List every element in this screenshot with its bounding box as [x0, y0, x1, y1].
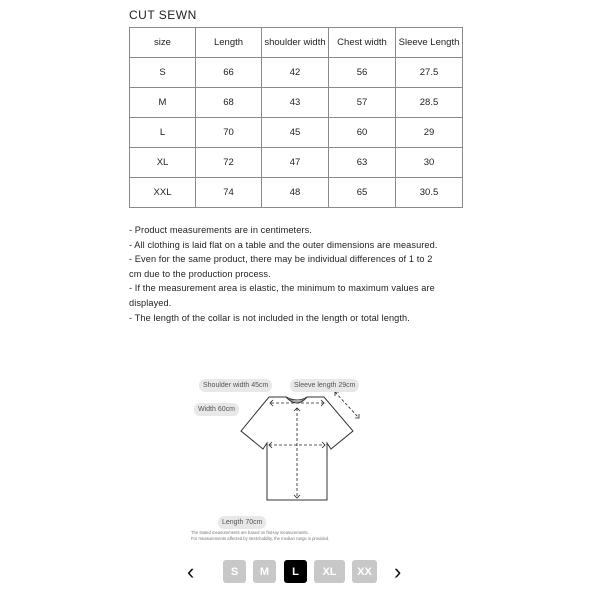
- cell-shoulder-width: 43: [262, 88, 329, 118]
- cell-sleeve-length: 29: [396, 118, 463, 148]
- cell-length: 72: [196, 148, 262, 178]
- note-line: cm due to the production process.: [129, 268, 271, 279]
- size-selector: [0, 558, 600, 590]
- width-label: Width 60cm: [194, 403, 239, 416]
- table-row: [130, 58, 463, 88]
- cell-chest-width: 60: [329, 118, 396, 148]
- table-row: [130, 88, 463, 118]
- note-line: - The length of the collar is not included in the length or total length.: [129, 312, 410, 323]
- page-title: CUT SEWN: [129, 8, 197, 22]
- cell-length: 70: [196, 118, 262, 148]
- note-line: - If the measurement area is elastic, the minimum to maximum values are: [129, 283, 435, 294]
- header-sleeve-length: Sleeve Length: [396, 28, 463, 58]
- size-table: [129, 27, 463, 208]
- cell-sleeve-length: 30.5: [396, 178, 463, 208]
- cell-shoulder-width: 47: [262, 148, 329, 178]
- chevron-right-icon[interactable]: ›: [394, 559, 402, 584]
- size-option-xxl[interactable]: XX: [352, 560, 377, 583]
- table-header-row: [130, 28, 463, 58]
- cell-size: S: [130, 58, 196, 88]
- tshirt-measurement-diagram: [185, 370, 385, 545]
- note-line: - Even for the same product, there may be individual differences of 1 to 2: [129, 254, 433, 265]
- cell-size: L: [130, 118, 196, 148]
- cell-chest-width: 56: [329, 58, 396, 88]
- cell-sleeve-length: 28.5: [396, 88, 463, 118]
- sleeve-length-label: Sleeve length 29cm: [290, 379, 359, 392]
- cell-shoulder-width: 48: [262, 178, 329, 208]
- cell-length: 66: [196, 58, 262, 88]
- header-length: Length: [196, 28, 262, 58]
- note-line: - Product measurements are in centimeters.: [129, 225, 312, 235]
- cell-size: M: [130, 88, 196, 118]
- cell-length: 74: [196, 178, 262, 208]
- chevron-left-icon[interactable]: ‹: [187, 559, 195, 584]
- cell-shoulder-width: 45: [262, 118, 329, 148]
- measurement-notes: [129, 223, 469, 325]
- cell-chest-width: 57: [329, 88, 396, 118]
- cell-shoulder-width: 42: [262, 58, 329, 88]
- note-line: - All clothing is laid flat on a table and the outer dimensions are measured.: [129, 239, 438, 250]
- footnote-line: The stated measurements are based on flat-lay measurements.: [191, 530, 309, 535]
- table-row: [130, 118, 463, 148]
- size-option-l[interactable]: L: [284, 560, 307, 583]
- cell-sleeve-length: 27.5: [396, 58, 463, 88]
- note-line: displayed.: [129, 297, 172, 308]
- cell-chest-width: 63: [329, 148, 396, 178]
- header-chest-width: Chest width: [329, 28, 396, 58]
- cell-size: XL: [130, 148, 196, 178]
- cell-length: 68: [196, 88, 262, 118]
- tshirt-outline-icon: [185, 370, 385, 545]
- cell-sleeve-length: 30: [396, 148, 463, 178]
- table-row: [130, 178, 463, 208]
- cell-size: XXL: [130, 178, 196, 208]
- size-option-s[interactable]: S: [223, 560, 246, 583]
- size-option-xl[interactable]: XL: [314, 560, 345, 583]
- header-shoulder-width: shoulder width: [262, 28, 329, 58]
- cell-chest-width: 65: [329, 178, 396, 208]
- table-row: [130, 148, 463, 178]
- footnote-line: For measurements affected by stretchability, the median range is provided.: [191, 536, 330, 541]
- shoulder-width-label: Shoulder width 45cm: [199, 379, 272, 392]
- length-label: Length 70cm: [218, 516, 266, 529]
- size-option-m[interactable]: M: [253, 560, 276, 583]
- header-size: size: [130, 28, 196, 58]
